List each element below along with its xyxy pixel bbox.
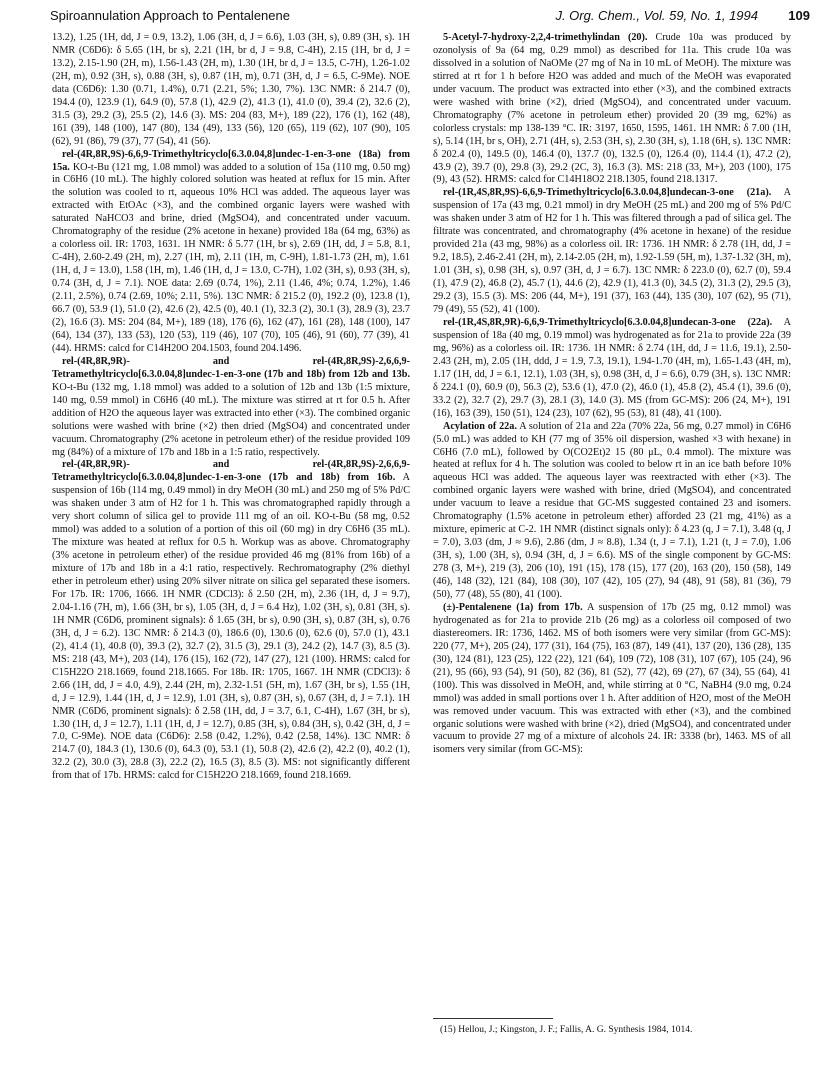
section-title: rel-(4R,8R,9S)-6,6,9-Trimethyltricyclo[6.3.0.04,8]undec-1-en-3-one (18a) from 15a.	[52, 148, 410, 173]
paragraph: 13.2), 1.25 (1H, dd, J = 0.9, 13.2), 1.06 (3H, d, J = 6.6), 1.03 (3H, s), 0.89 (3H, s). 1H NMR (C6D6): δ 5.65 (1H, br s), 2.21 (1H, br d, J = 9.8, C-4H), 2.15 (1H, br d, J = 13.2), 2.15-1.90 (2H, m), 1.56-1.43 (2H, m), 1.30 (1H, br d, J = 13.5, C-7H), 1.26-1.02 (2H, m), 0.92 (3H, s), 0.88 (3H, s), 0.87 (1H, m), 0.71 (3H, d, J = 6.5, C-9Me). NOE data (C6D6): 1.30 (0.71, 1.4%), 0.71 (2.21, 5%; 1.30, 7%). 13C NMR: δ 214.7 (0), 194.4 (0), 123.9 (1), 64.9 (0), 57.8 (1), 42.9 (2), 41.3 (1), 41.0 (0), 39.4 (2), 32.6 (2), 31.5 (3), 29.2 (3), 25.5 (2), 14.6 (3). MS: 204 (83, M+), 189 (22), 176 (1), 162 (48), 161 (39), 148 (100), 147 (80), 134 (49), 133 (56), 120 (65), 119 (62), 107 (90), 105 (62), 91 (86), 79 (37), 77 (54), 41 (56).	[52, 32, 410, 147]
running-title: Spiroannulation Approach to Pentalenene	[50, 8, 290, 23]
paragraph-text: A suspension of 18a (40 mg, 0.19 mmol) was hydrogenated as for 21a to provide 22a (39 mg, 96%) as a colorless oil. IR: 1736. 1H NMR: δ 2.74 (1H, dd, J = 11.6, 19.1), 2.50-2.43 (2H, m), 2.05 (1H, ddd, J = 1.9, 7.3, 19.1), 1.94-1.70 (4H, m), 1.65-1.43 (4H, m), 1.17 (1H, dd, J = 6.1, 12.1), 1.03 (3H, s), 0.98 (3H, d, J = 6.6), 0.79 (3H, s). 13C NMR: δ 224.1 (0), 60.9 (0), 56.3 (2), 53.6 (1), 47.0 (2), 46.0 (1), 45.8 (2), 45.4 (1), 39.6 (0), 33.2 (2), 32.7 (2), 29.7 (3), 28.1 (3), 14.0 (3). MS (from GC-MS): 206 (24, M+), 191 (16), 163 (39), 150 (51), 124 (23), 107 (62), 95 (53), 81 (48), 41 (100).	[433, 316, 791, 419]
paragraph-text: A suspension of 16b (114 mg, 0.49 mmol) in dry MeOH (30 mL) and 250 mg of 5% Pd/C was shaken under 3 atm of H2 for 1 h. This was chromatographed rapidly through a very short column of silica gel to provide 111 mg of an oil. KO-t-Bu (58 mg, 0.52 mmol) was added to a solution of a portion of this oil (60 mg) in dry C6H6 (35 mL). The mixture was heated at reflux for 0.5 h. Workup was as above. Chromatography (3% acetone in petroleum ether) of the residue provided 46 mg (81% from 16b) of a mixture of 17b and 18b in a 4:1 ratio, respectively. Rechromatography (2% diethyl ether in petroleum ether) using 20% silver nitrate on silica gel separated these isomers. For 17b. IR: 1706, 1666. 1H NMR (CDCl3): δ 2.50 (2H, m), 2.36 (1H, d, J = 9.7), 2.04-1.16 (7H, m), 1.66 (3H, br s), 1.05 (3H, d, J = 6.4 Hz), 1.02 (3H, s), 0.81 (3H, s). 1H NMR (C6D6, prominent signals): δ 1.65 (3H, br s), 0.90 (3H, s), 0.87 (3H, s), 0.76 (3H, d, J = 6.2). 13C NMR: δ 214.3 (0), 186.6 (0), 130.6 (0), 62.6 (0), 57.0 (1), 43.1 (2), 41.4 (1), 40.8 (0), 39.3 (2), 32.7 (2), 31.5 (3), 29.1 (3), 24.2 (2), 14.7 (3), 8.5 (3). MS: 218 (43, M+), 203 (14), 176 (15), 162 (72), 147 (27), 121 (100). HRMS: calcd for C15H22O 218.1669, found 218.1665. For 18b. IR: 1705, 1667. 1H NMR (CDCl3): δ 2.66 (1H, dd, J = 4.0, 4.9), 2.44 (2H, m), 2.32-1.51 (5H, m), 1.67 (3H, br s), 1.55 (1H, d, J = 12.9), 1.44 (1H, d, J = 12.9), 1.01 (3H, s), 0.87 (3H, s), 0.67 (3H, d, J = 7.1). 1H NMR (C6D6, prominent signals): δ 2.58 (1H, dd, J = 3.7, 6.1, C-4H), 1.67 (3H, br s), 1.30 (1H, d, J = 12.7), 1.11 (1H, d, J = 12.7), 0.85 (3H, s), 0.84 (3H, s), 0.42 (3H, d, J = 7.0, C-9Me). NOE data (C6D6): 2.58 (0.42, 1.2%), 0.42 (2.58, 14%). 13C NMR: δ 214.7 (0), 184.3 (1), 130.6 (0), 64.3 (0), 53.1 (1), 50.8 (2), 42.6 (2), 42.2 (0), 40.2 (1), 32.2 (2), 30.0 (3), 28.8 (3), 22.2 (2), 16.5 (3), 8.5 (3). MS: not significantly different from that of 17b. HRMS: calcd for C15H22O 218.1669, found 218.1669.	[52, 472, 410, 782]
section-title: rel-(1R,4S,8R,9R)-6,6,9-Trimethyltricyclo[6.3.0.04,8]undecan-3-one (22a).	[443, 316, 773, 328]
paragraph	[433, 602, 791, 757]
paragraph-text: A suspension of 17a (43 mg, 0.21 mmol) in dry MeOH (25 mL) and 200 mg of 5% Pd/C was shaken under 3 atm of H2 for 1 h. This was filtered through a pad of silica gel. The filtrate was concentrated, and chromatography (4% acetone in hexane) of the residue provided 21a (43 mg, 98%) as a colorless oil. IR: 1736. 1H NMR: δ 2.78 (1H, dd, J = 9.2, 18.5), 2.46-2.41 (2H, m), 2.14-2.05 (2H, m), 1.92-1.59 (5H, m), 1.37-1.32 (3H, m), 1.01 (3H, s), 0.98 (3H, s), 0.97 (3H, d, J = 6.7). 13C NMR: δ 223.0 (0), 62.7 (0), 59.4 (1), 47.9 (2), 46.8 (2), 45.7 (1), 44.6 (2), 42.9 (1), 41.3 (0), 34.5 (2), 31.3 (2), 29.5 (3), 29.2 (3), 15.5 (3). MS: 206 (44, M+), 191 (37), 163 (44), 135 (30), 107 (62), 95 (71), 79 (49), 55 (52), 41 (100).	[433, 187, 791, 316]
paragraph-text: KO-t-Bu (121 mg, 1.08 mmol) was added to a solution of 15a (110 mg, 0.50 mg) in C6H6 (10 mL). The highly colored solution was heated at reflux for 15 min. After the solution was cooled to rt, aqueous 10% HCl was added. The aqueous layer was extracted with EtOAc (×3), and the combined organic layers were washed with saturated NaHCO3 and brine, dried (MgSO4), and concentrated under vacuum. Chromatography of the residue (2% acetone in hexane) provided 18a (64 mg, 63%) as a colorless oil. IR: 1703, 1631. 1H NMR: δ 5.77 (1H, br s), 2.69 (1H, dd, J = 5.8, 8.1, C-4H), 2.60-2.49 (2H, m), 2.27 (1H, m), 2.11 (1H, m, C-9H), 1.81-1.73 (2H, m), 1.61 (1H, d, J = 13.0), 1.58 (1H, m), 1.46 (1H, d, J = 13.0, C-7H), 1.02 (3H, s), 0.93 (3H, s), 0.74 (3H, d, J = 7.1). NOE data: 2.69 (0.74, 1%), 2.11 (1.46, 4%; 0.74, 1.2%), 1.46 (2.11, 2.5%), 0.74 (2.69, 10%; 2.11, 5%). 13C NMR: δ 215.2 (0), 192.2 (0), 123.8 (1), 66.7 (0), 53.9 (1), 51.0 (2), 42.6 (2), 42.5 (0), 40.1 (1), 32.3 (2), 30.1 (3), 28.9 (3), 23.7 (2), 16.6 (3). MS: 204 (84, M+), 189 (18), 176 (6), 162 (47), 161 (28), 148 (100), 147 (64), 134 (37), 133 (53), 120 (53), 119 (46), 107 (70), 105 (46), 91 (60), 77 (39), 41 (44). HRMS: calcd for C14H20O 204.1503, found 204.1496.	[52, 161, 410, 354]
paragraph	[52, 149, 410, 356]
page-header	[50, 8, 810, 28]
footnote: (15) Hellou, J.; Kingston, J. F.; Fallis, A. G. Synthesis 1984, 1014.	[440, 1025, 693, 1035]
paragraph	[52, 356, 410, 460]
paragraph	[433, 187, 791, 317]
section-title: rel-(4R,8R,9R)- and rel-(4R,8R,9S)-2,6,6,9-Tetramethyltricyclo[6.3.0.04,8]undec-1-en-3-one (17b and 18b) from 16b.	[52, 459, 410, 484]
paragraph-text: KO-t-Bu (132 mg, 1.18 mmol) was added to a solution of 12b and 13b (1:5 mixture, 140 mg, 0.59 mmol) in C6H6 (40 mL). The mixture was stirred at rt for 0.5 h. After addition of H2O the aqueous layer was extracted into ether (×3). The combined organic solutions were washed with brine (×2) then dried (MgSO4) and concentrated under vacuum. Chromatography (2% acetone in petroleum ether) of the residue provided 109 mg (84%) of a mixture of 17b and 18b in a 1:5 ratio, respectively.	[52, 381, 410, 458]
section-title: rel-(1R,4S,8R,9S)-6,6,9-Trimethyltricyclo[6.3.0.04,8]undecan-3-one (21a).	[443, 187, 772, 199]
section-title: (±)-Pentalenene (1a) from 17b.	[443, 601, 583, 613]
paragraph	[433, 317, 791, 421]
paragraph-text: Crude 10a was produced by ozonolysis of 9a (64 mg, 0.29 mmol) as described for 11a. This crude 10a was dissolved in a solution of NaOMe (27 mg of Na in 10 mL of MeOH). The mixture was stirred at rt for 1 h before H2O was added and much of the MeOH was evaporated under vacuum. The product was extracted into ether (×3), and the combined extracts were washed with brine (×2), dried (MgSO4), and concentrated under vacuum. Chromatography (7% acetone in petroleum ether) provided 20 (39 mg, 62%) as colorless crystals: mp 138-139 °C. IR: 3197, 1650, 1595, 1461. 1H NMR: δ 7.00 (1H, s), 5.14 (1H, br s, OH), 2.71 (4H, s), 2.53 (3H, s), 2.30 (3H, s), 1.18 (6H, s). 13C NMR: δ 202.4 (0), 149.5 (0), 146.4 (0), 137.7 (0), 132.5 (0), 126.4 (0), 114.4 (1), 47.2 (2), 43.9 (2), 39.7 (0), 29.8 (3), 29.2 (2C, 3), 16.3 (3). MS: 218 (33, M+), 203 (100), 175 (9), 43 (52). HRMS: calcd for C14H18O2 218.1305, found 218.1317.	[433, 32, 791, 186]
paragraph-text: A solution of 21a and 22a (70% 22a, 56 mg, 0.27 mmol) in C6H6 (5.0 mL) was added to KH (77 mg of 35% oil dispersion, washed ×3 with hexane) in C6H6 (7.0 mL), followed by O(CO2Et)2 15 (80 μL, 0.4 mmol). The mixture was heated at reflux for 4 h. The solution was cooled to below rt in an ice bath before 10% aqueous HCl was added. The aqueous layer was reextracted with ether (×3). The combined organic layers were washed with brine, dried (MgSO4), and concentrated under vacuum to leave a residue that GC-MS suggested contained 23 and isomers. Chromatography (1.5% acetone in petroleum ether) afforded 23 (21 mg, 41%) as a mixture, epimeric at C-2. 1H NMR (distinct signals only): δ 4.23 (q, J = 7.1), 3.48 (q, J = 7.0), 3.03 (dm, J ≈ 9.6), 2.86 (dm, J ≈ 8.8), 1.34 (t, J = 7.1), 1.21 (t, J = 7.0), 1.06 (3H, s), 1.00 (3H, s), 0.94 (3H, d, J = 6.6). MS of the single component by GC-MS: 278 (3, M+), 219 (3), 206 (10), 191 (15), 178 (15), 177 (20), 163 (20), 150 (58), 149 (46), 148 (32), 121 (84), 108 (30), 107 (42), 105 (27), 94 (48), 91 (58), 81 (36), 79 (50), 77 (48), 55 (80), 41 (100).	[433, 420, 792, 600]
page-number: 109	[788, 8, 810, 23]
journal-citation: J. Org. Chem., Vol. 59, No. 1, 1994	[555, 8, 758, 23]
right-column	[433, 32, 791, 757]
footnote-divider	[433, 1018, 553, 1019]
left-column	[52, 32, 410, 783]
section-title: rel-(4R,8R,9R)- and rel-(4R,8R,9S)-2,6,6,9-Tetramethyltricyclo[6.3.0.04,8]undec-1-en-3-one (17b and 18b) from 12b and 13b.	[52, 355, 410, 380]
paragraph-text: A suspension of 17b (25 mg, 0.12 mmol) was hydrogenated as for 21a to provide 21b (26 mg) as a colorless oil composed of two diastereomers. IR: 1736, 1462. MS of both isomers were very similar (from GC-MS): 220 (77, M+), 205 (24), 177 (31), 164 (75), 163 (87), 149 (41), 137 (20), 136 (28), 135 (30), 124 (81), 123 (25), 122 (22), 121 (64), 109 (72), 108 (31), 107 (67), 105 (24), 96 (21), 95 (66), 93 (54), 91 (50), 82 (36), 81 (52), 77 (42), 69 (27), 67 (34), 55 (64), 41 (100). This was dissolved in MeOH, and, while stirring at 0 °C, NaBH4 (9.0 mg, 0.24 mmol) was added in small portions over 1 h. After addition of H2O, most of the MeOH was removed under vacuum. This was extracted with ether (×3), and the combined organic solutions were washed with brine (×2), dried (MgSO4), and concentrated under vacuum to provide 27 mg of a mixture of alcohols 24. IR: 3338 (br), 1463. MS of all isomers very similar (from GC-MS):	[433, 601, 792, 756]
paragraph	[52, 459, 410, 783]
paragraph	[433, 421, 791, 602]
section-title: 5-Acetyl-7-hydroxy-2,2,4-trimethylindan (20).	[443, 32, 648, 43]
section-title: Acylation of 22a.	[443, 420, 517, 432]
paragraph	[433, 32, 791, 187]
